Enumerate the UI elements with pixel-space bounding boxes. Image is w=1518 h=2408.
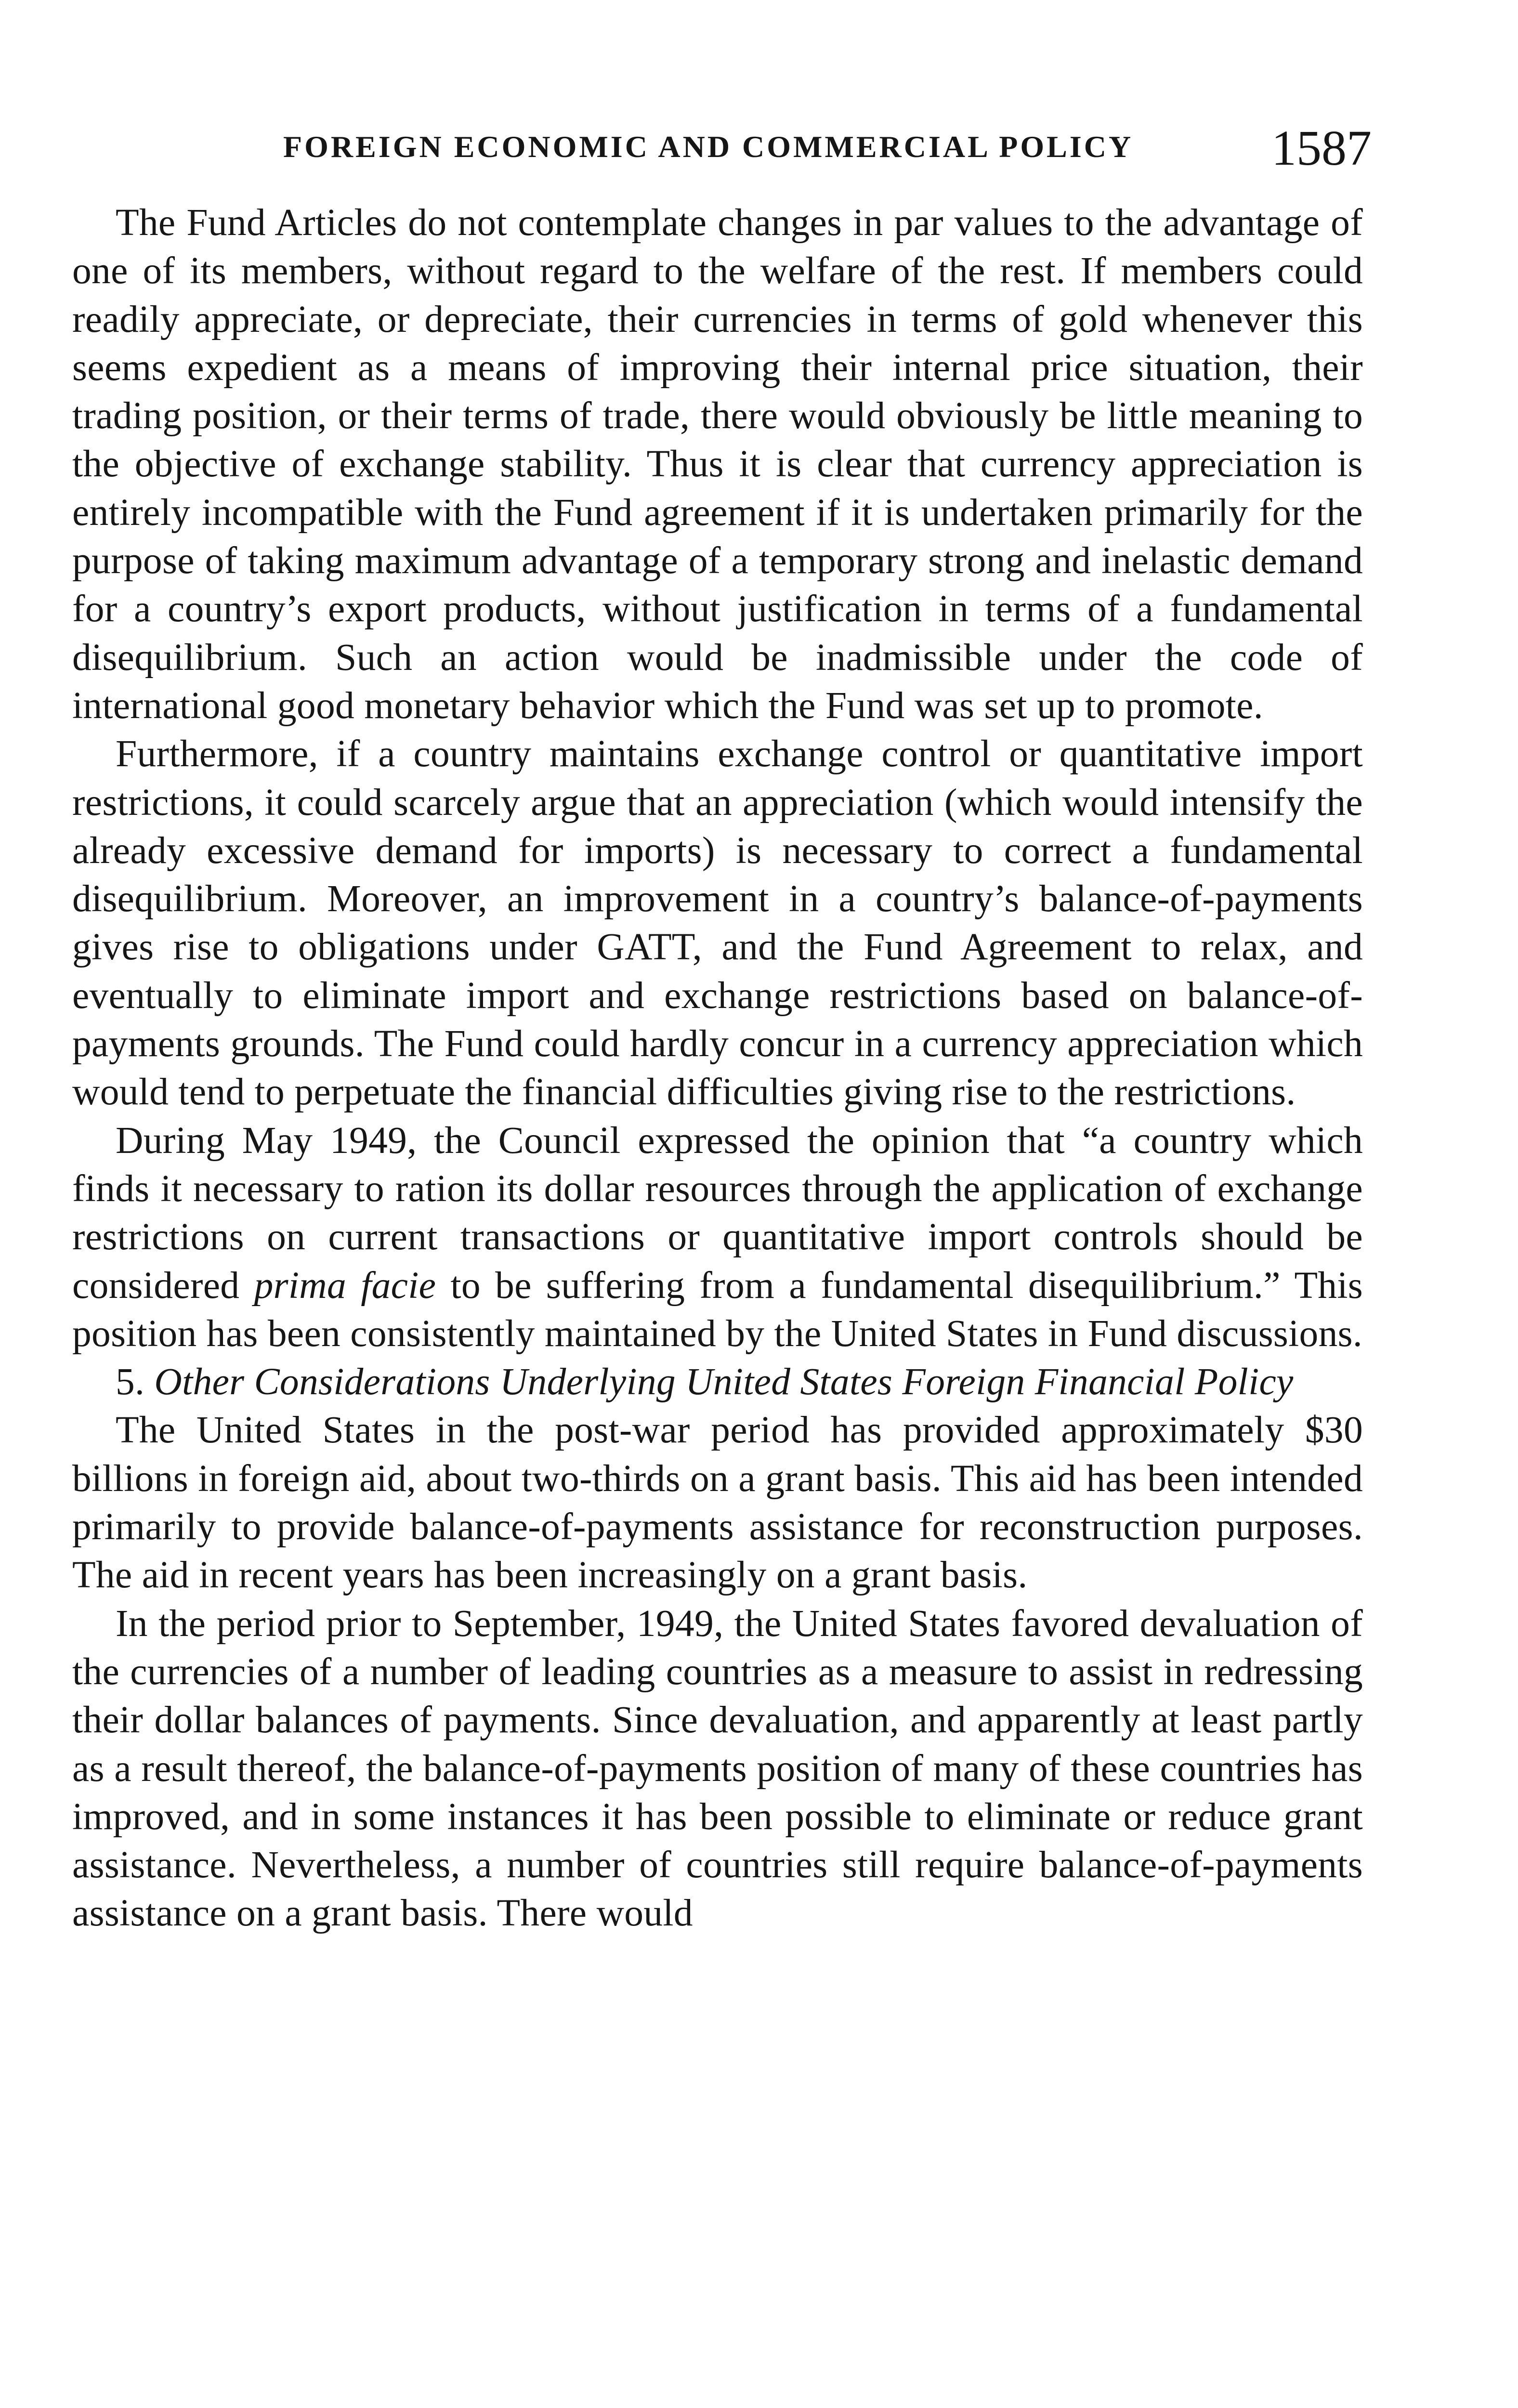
paragraph-council-opinion [72, 1116, 1363, 1358]
section-heading-title: Other Considerations Underlying United States Foreign Financial Policy [154, 1361, 1294, 1403]
paragraph-devaluation: In the period prior to September, 1949, the United States favored devaluation of the currencies of a number of leading countries as a measure to assist in redressing their dollar balances of payments. Since devaluation, and apparently at least partly as a result thereof, the balance-of-payments position of many of these countries has improved, and in some instances it has been possible to eliminate or reduce grant assistance. Nevertheless, a number of countries still require balance-of-payments assistance on a grant basis. There would [72, 1602, 1363, 1935]
paragraph-council-text-before: During May 1949, the Council expressed the opinion that “a country which finds it necessary to ration its dollar resources through the application of exchange restrictions on current transactions or quantitative import controls should be considered [72, 1119, 1363, 1307]
section-heading [72, 1358, 1363, 1406]
section-heading-number: 5. [116, 1361, 145, 1403]
paragraph-fund-articles: The Fund Articles do not contemplate changes in par values to the advantage of one of its members, without regard to the welfare of the rest. If members could readily appreciate, or depreciate, their currencies in terms of gold whenever this seems expedient as a means of improving their internal price situation, their trading position, or their terms of trade, there would obviously be little meaning to the objective of exchange stability. Thus it is clear that currency appreciation is entirely incompatible with the Fund agreement if it is undertaken primarily for the purpose of taking maximum advantage of a temporary strong and inelastic demand for a country’s export products, without justification in terms of a fundamental disequilibrium. Such an action would be inadmissible under the code of international good monetary behavior which the Fund was set up to promote. [72, 201, 1363, 727]
italic-phrase: prima facie [254, 1264, 436, 1307]
paragraph-council-text-after: to be suffering from a fundamental disequilibrium.” This position has been consistently maintained by the United States in Fund discussions. [72, 1264, 1363, 1355]
paragraph-post-war-aid: The United States in the post-war period has provided approximately $30 billions in foreign aid, about two-thirds on a grant basis. This aid has been intended primarily to provide balance-of-payments assistance for reconstruction purposes. The aid in recent years has been increasingly on a grant basis. [72, 1409, 1363, 1597]
running-header-title: FOREIGN ECONOMIC AND COMMERCIAL POLICY [283, 130, 1134, 164]
paragraph-furthermore: Furthermore, if a country maintains exchange control or quantitative import restrictions, it could scarcely argue that an appreciation (which would intensify the already excessive demand for imports) is necessary to correct a fundamental disequilibrium. Moreover, an improvement in a country’s balance-of-payments gives rise to obligations under GATT, and the Fund Agreement to relax, and eventually to eliminate import and exchange restrictions based on balance-of-payments grounds. The Fund could hardly concur in a currency appreciation which would tend to perpetuate the financial difficulties giving rise to the restrictions. [72, 733, 1363, 1113]
body-text [72, 198, 1363, 1937]
page-number: 1587 [1271, 120, 1372, 176]
